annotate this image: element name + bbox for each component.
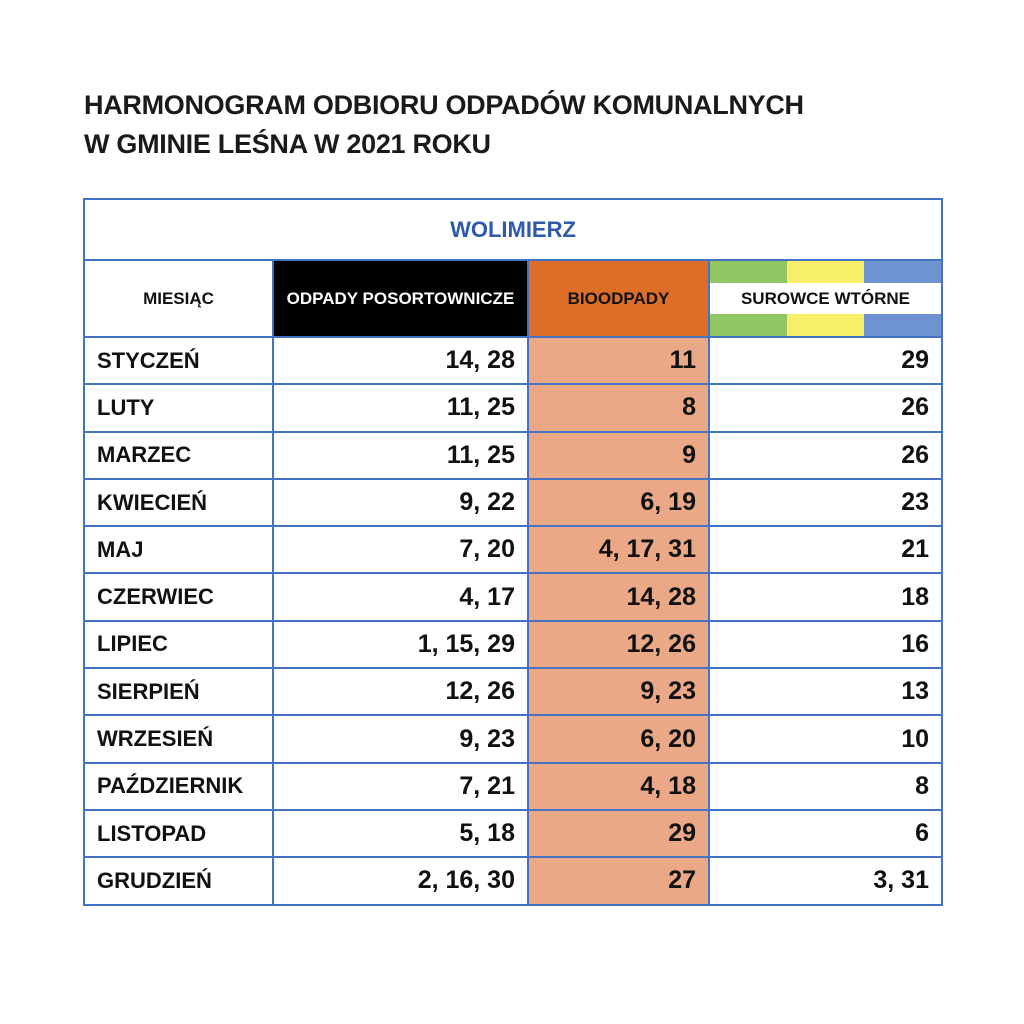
- month-cell: LUTY: [84, 384, 273, 431]
- title-line-1: HARMONOGRAM ODBIORU ODPADÓW KOMUNALNYCH: [84, 90, 804, 120]
- header-row: [84, 260, 942, 337]
- table-row: [84, 432, 942, 479]
- posortownicze-cell: 14, 28: [273, 337, 528, 384]
- page-title: [84, 86, 944, 164]
- table-row: [84, 337, 942, 384]
- bioodpady-cell: 4, 17, 31: [528, 526, 709, 573]
- header-surowce: [709, 260, 942, 337]
- posortownicze-cell: 11, 25: [273, 384, 528, 431]
- recycling-color-stripe-bottom: [710, 314, 941, 336]
- month-cell: STYCZEŃ: [84, 337, 273, 384]
- header-bioodpady: BIOODPADY: [528, 260, 709, 337]
- surowce-cell: 26: [709, 384, 942, 431]
- title-line-2: W GMINIE LEŚNA W 2021 ROKU: [84, 129, 491, 159]
- surowce-cell: 16: [709, 621, 942, 668]
- bioodpady-cell: 11: [528, 337, 709, 384]
- surowce-cell: 6: [709, 810, 942, 857]
- month-cell: PAŹDZIERNIK: [84, 763, 273, 810]
- surowce-cell: 10: [709, 715, 942, 762]
- posortownicze-cell: 1, 15, 29: [273, 621, 528, 668]
- month-cell: GRUDZIEŃ: [84, 857, 273, 904]
- posortownicze-cell: 5, 18: [273, 810, 528, 857]
- surowce-cell: 18: [709, 573, 942, 620]
- table-row: [84, 526, 942, 573]
- surowce-cell: 3, 31: [709, 857, 942, 904]
- bioodpady-cell: 14, 28: [528, 573, 709, 620]
- posortownicze-cell: 9, 23: [273, 715, 528, 762]
- recycling-color-stripe-top: [710, 261, 941, 283]
- month-cell: WRZESIEŃ: [84, 715, 273, 762]
- month-cell: CZERWIEC: [84, 573, 273, 620]
- table-row: [84, 479, 942, 526]
- table-row: [84, 810, 942, 857]
- month-cell: MARZEC: [84, 432, 273, 479]
- bioodpady-cell: 27: [528, 857, 709, 904]
- surowce-cell: 8: [709, 763, 942, 810]
- month-cell: LISTOPAD: [84, 810, 273, 857]
- surowce-cell: 13: [709, 668, 942, 715]
- posortownicze-cell: 11, 25: [273, 432, 528, 479]
- bioodpady-cell: 6, 20: [528, 715, 709, 762]
- month-cell: SIERPIEŃ: [84, 668, 273, 715]
- header-posortownicze: ODPADY POSORTOWNICZE: [273, 260, 528, 337]
- table-row: [84, 668, 942, 715]
- bioodpady-cell: 12, 26: [528, 621, 709, 668]
- table-row: [84, 384, 942, 431]
- posortownicze-cell: 7, 20: [273, 526, 528, 573]
- location-row: [84, 199, 942, 260]
- surowce-cell: 26: [709, 432, 942, 479]
- schedule-table: [83, 198, 943, 906]
- header-surowce-label: SUROWCE WTÓRNE: [740, 289, 911, 308]
- bioodpady-cell: 9, 23: [528, 668, 709, 715]
- month-cell: MAJ: [84, 526, 273, 573]
- posortownicze-cell: 12, 26: [273, 668, 528, 715]
- surowce-cell: 29: [709, 337, 942, 384]
- location-name: WOLIMIERZ: [84, 199, 942, 260]
- month-cell: LIPIEC: [84, 621, 273, 668]
- bioodpady-cell: 9: [528, 432, 709, 479]
- table-row: [84, 715, 942, 762]
- posortownicze-cell: 2, 16, 30: [273, 857, 528, 904]
- surowce-cell: 23: [709, 479, 942, 526]
- bioodpady-cell: 29: [528, 810, 709, 857]
- surowce-cell: 21: [709, 526, 942, 573]
- bioodpady-cell: 4, 18: [528, 763, 709, 810]
- table-row: [84, 763, 942, 810]
- posortownicze-cell: 4, 17: [273, 573, 528, 620]
- header-month: MIESIĄC: [84, 260, 273, 337]
- posortownicze-cell: 7, 21: [273, 763, 528, 810]
- table-row: [84, 857, 942, 904]
- posortownicze-cell: 9, 22: [273, 479, 528, 526]
- table-row: [84, 573, 942, 620]
- bioodpady-cell: 8: [528, 384, 709, 431]
- table-row: [84, 621, 942, 668]
- month-cell: KWIECIEŃ: [84, 479, 273, 526]
- bioodpady-cell: 6, 19: [528, 479, 709, 526]
